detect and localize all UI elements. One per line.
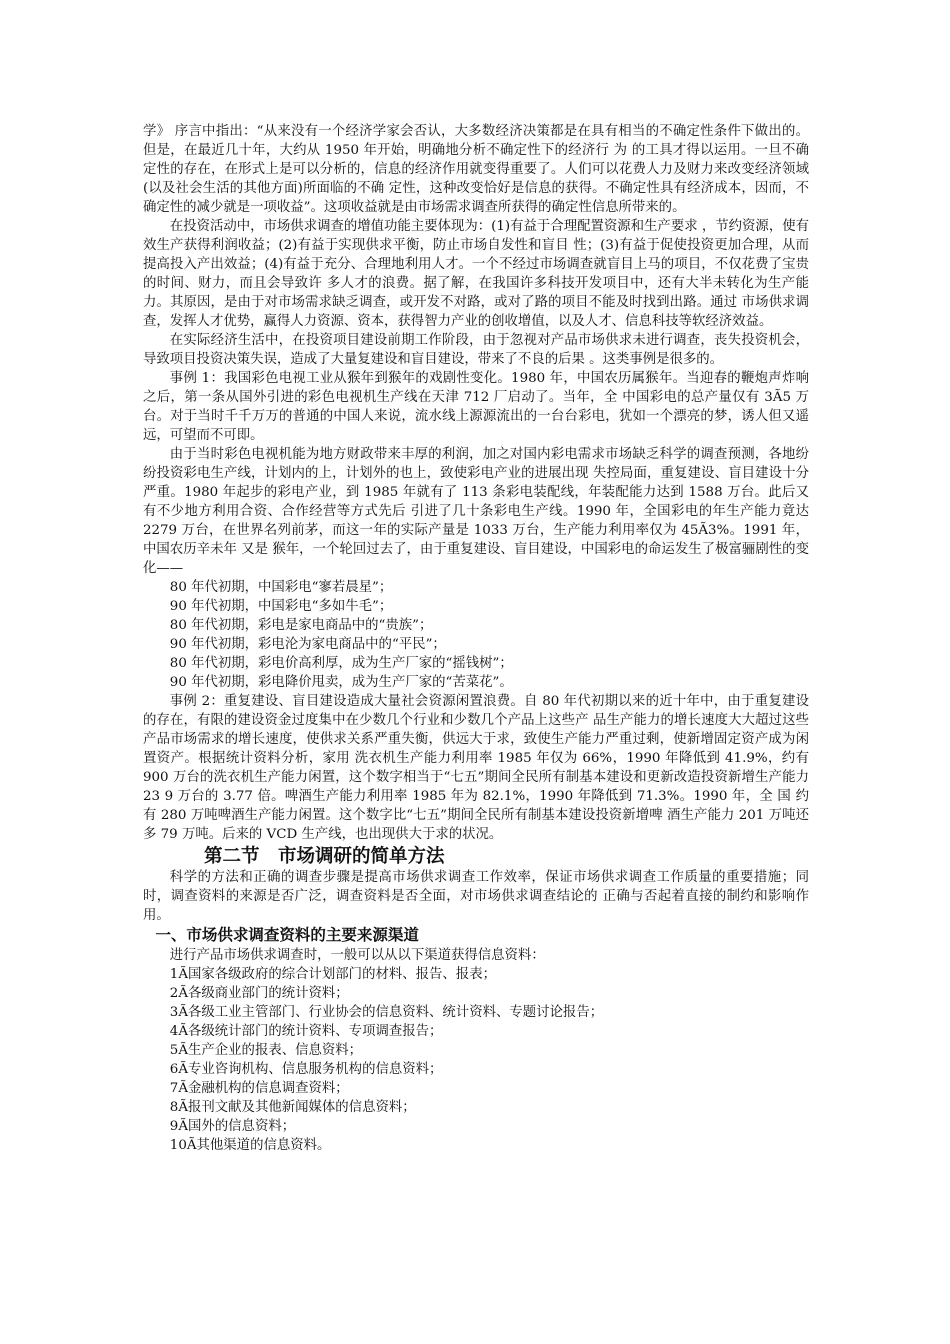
list-item: 80 年代初期，彩电是家电商品中的“贵族”； xyxy=(169,618,433,633)
list-item: 5Ã生产企业的报表、信息资料； xyxy=(169,1043,363,1058)
list-item: 90 年代初期，中国彩电“多如牛毛”； xyxy=(169,599,393,614)
paragraph-section-intro: 科学的方法和正确的调查步骤是提高市场供求调查工作效率，保证市场供求调查工作质量的重要措施；同时，调查资料的来源是否广泛，调查资料是否全面，对市场供求调查结论的 正确与否起着直接的制约和影响作用。 xyxy=(143,870,809,923)
section-heading: 第二节 市场调研的简单方法 xyxy=(204,846,445,867)
list-item: 10Ã其他渠道的信息资料。 xyxy=(169,1138,331,1153)
list-item: 8Ã报刊文献及其他新闻媒体的信息资料； xyxy=(169,1100,416,1115)
paragraph-investment-value: 在投资活动中，市场供求调查的增值功能主要体现为：(1)有益于合理配置资源和生产要求 ，节约资源，使有效生产获得利润收益；(2)有益于实现供求平衡，防止市场自发性和盲目 性；(3)有益于促使投资更加合理，从而提高投入产出效益；(4)有益于充分、合理地利用人才。一个不经过市场调查就盲目上马的项目，不仅花费了宝贵的时间、财力，而且会导致许 多人才的浪费。据了解，在我国许多科技开发项目中，还有大半未转化为生产能力。其原因，是由于对市场需求缺乏调查，或开发不对路，或对了路的项目不能及时找到出路。通过 市场供求调查，发挥人才优势，赢得人力资源、资本，获得智力产业的创收增值，以及人才、信息科技等软经济效益。 xyxy=(143,219,809,329)
list-item: 90 年代初期，彩电沦为家电商品中的“平民”； xyxy=(169,637,446,652)
paragraph-example-2: 事例 2：重复建设、盲目建设造成大量社会资源闲置浪费。自 80 年代初期以来的近十年中，由于重复建设的存在，有限的建设资金过度集中在少数几个行业和少数几个产品上这些产 品生产能力的增长速度大大超过这些产品市场需求的增长速度，使供求关系严重失衡，供远大于求，致使生产能力严重过剩，使新增固定资产成为闲置资产。根据统计资料分析，家用 洗衣机生产能力利用率 1985 年仅为 66%，1990 年降低到 41.9%，约有 900 万台的洗衣机生产能力闲置，这个数字相当于“七五”期间全民所有制基本建设和更新改造投资新增生产能力 23 9 万台的 3.77 倍。啤酒生产能力利用率 1985 年为 82.1%，1990 年降低到 71.3%。1990 年，全 国 约有 280 万吨啤酒生产能力闲置。这个数字比“七五”期间全民所有制基本建设投资新增啤 酒生产能力 201 万吨还多 79 万吨。后来的 VCD 生产线，也出现供大于求的状况。 xyxy=(143,694,809,842)
list-item: 80 年代初期，中国彩电“寥若晨星”； xyxy=(169,580,393,595)
sources-list xyxy=(143,965,809,1155)
list-item: 6Ã专业咨询机构、信息服务机构的信息资料； xyxy=(169,1062,443,1077)
paragraph-tv-industry: 由于当时彩色电视机能为地方财政带来丰厚的利润，加之对国内彩电需求市场缺乏科学的调查预测，各地纷纷投资彩电生产线，计划内的上，计划外的也上，致使彩电产业的进展出现 失控局面，重复建设、盲目建设十分严重。1980 年起步的彩电产业，到 1985 年就有了 113 条彩电装配线，年装配能力达到 1588 万台。此后又有不少地方利用合资、合作经营等方式先后 引进了几十条彩电生产线。1990 年，全国彩电的年生产能力竟达 2279 万台，在世界名列前茅，而这一年的实际产量是 1033 万台，生产能力利用率仅为 45Ã3%。1991 年，中国农历辛未年 又是 猴年，一个轮回过去了，由于重复建设、盲目建设，中国彩电的命运发生了极富骊剧性的变化—— xyxy=(143,447,809,576)
paragraph-economic-life: 在实际经济生活中，在投资项目建设前期工作阶段，由于忽视对产品市场供求未进行调查，丧失投资机会，导致项目投资决策失误，造成了大量复建设和盲目建设，带来了不良的后果 。这类事例是很多的。 xyxy=(143,333,809,367)
list-item: 2Ã各级商业部门的统计资料； xyxy=(169,986,349,1001)
list-item: 80 年代初期，彩电价高利厚，成为生产厂家的“摇钱树”； xyxy=(169,656,513,671)
tv-comparison-list xyxy=(143,578,809,692)
list-item: 3Ã各级工业主管部门、行业协会的信息资料、统计资料、专题讨论报告； xyxy=(169,1005,604,1020)
list-item: 7Ã金融机构的信息调查资料； xyxy=(169,1081,349,1096)
list-item: 1Ã国家各级政府的综合计划部门的材料、报告、报表； xyxy=(169,967,496,982)
document-page xyxy=(143,122,809,1155)
subheading: 一、市场供求调查资料的主要来源渠道 xyxy=(155,926,419,944)
paragraph-intro-continuation: 学》 序言中指出：“从来没有一个经济学家会否认，大多数经济决策都是在具有相当的不确定性条件下做出的。但是，在最近几十年，大约从 1950 年开始，明确地分析不确定性下的经济行 为 的工具才得以运用。一旦不确定性的存在，在形式上是可以分析的，信息的经济作用就变得重要了。人们可以花费人力及财力来改变经济领域(以及社会生活的其他方面)所面临的不确 定性，这种改变恰好是信息的获得。不确定性具有经济成本，因而，不确定性的减少就是一项收益”。这项收益就是由市场需求调查所获得的确定性信息所带来的。 xyxy=(143,124,809,215)
list-item: 90 年代初期，彩电降价甩卖，成为生产厂家的“苦菜花”。 xyxy=(169,675,513,690)
paragraph-example-1: 事例 1：我国彩色电视工业从猴年到猴年的戏剧性变化。1980 年，中国农历属猴年。当迎春的鞭炮声炸响之后，第一条从国外引进的彩色电视机生产线在天津 712 厂启动了。当年，全 中国彩电的总产量仅有 3Ã5 万台。对于当时千千万万的普通的中国人来说，流水线上源源流出的一台台彩电，犹如一个漂亮的梦，诱人但又遥远，可望而不可即。 xyxy=(143,371,809,443)
list-item: 4Ã各级统计部门的统计资料、专项调查报告； xyxy=(169,1024,443,1039)
list-item: 9Ã国外的信息资料； xyxy=(169,1119,296,1134)
paragraph-sources-intro: 进行产品市场供求调查时，一般可以从以下渠道获得信息资料： xyxy=(169,948,545,963)
